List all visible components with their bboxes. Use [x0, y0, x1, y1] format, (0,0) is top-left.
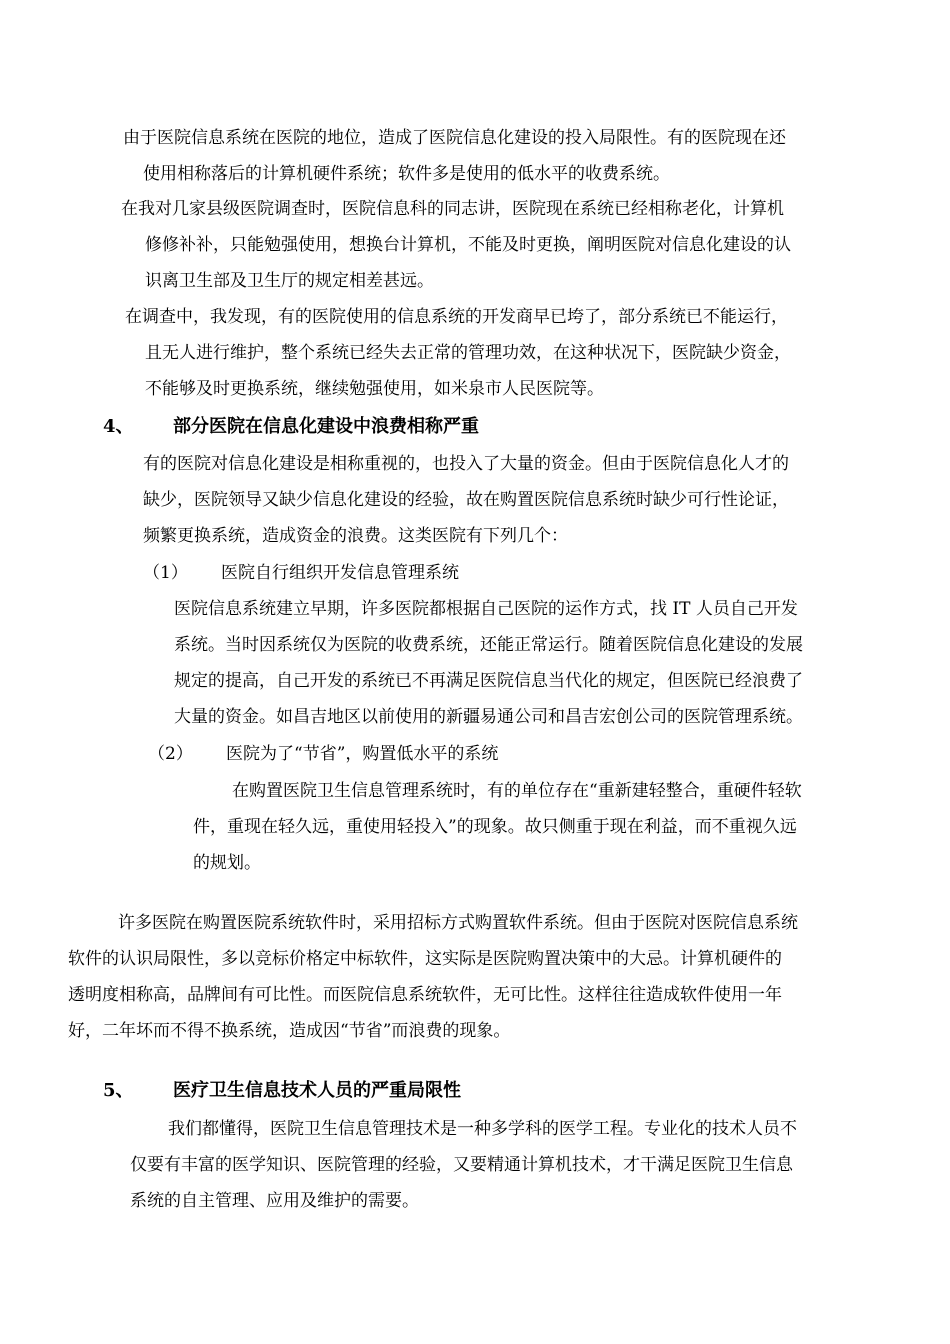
section-5-heading [103, 1073, 461, 1109]
section-number: 4、 [103, 416, 134, 437]
paragraph-line: 许多医院在购置医院系统软件时，采用招标方式购置软件系统。但由于医院对医院信息系统 [118, 913, 798, 933]
item-2-body [0, 773, 802, 881]
paragraph-line: 透明度相称高，品牌间有可比性。而医院信息系统软件，无可比性。这样往往造成软件使用一年 [68, 985, 782, 1005]
section-4-heading [103, 409, 479, 445]
paragraph-line: 不能够及时更换系统，继续勉强使用，如米泉市人民医院等。 [145, 379, 604, 399]
paragraph-line: 且无人进行维护，整个系统已经失去正常的管理功效，在这种状况下，医院缺少资金， [145, 343, 791, 363]
item-1-body [0, 591, 803, 735]
paragraph-vendor-collapse [0, 299, 791, 407]
paragraph-county-hospital-survey [0, 191, 791, 299]
paragraph-line: 医院信息系统建立早期，许多医院都根据自己医院的运作方式，找 IT 人员自己开发 [174, 599, 798, 619]
paragraph-line: 系统。当时因系统仅为医院的收费系统，还能正常运行。随着医院信息化建设的发展 [174, 635, 803, 655]
item-title: 医院自行组织开发信息管理系统 [221, 563, 459, 583]
paragraph-line: 仅要有丰富的医学知识、医院管理的经验，又要精通计算机技术，才干满足医院卫生信息 [130, 1155, 793, 1175]
paragraph-line: 系统的自主管理、应用及维护的需要。 [130, 1191, 419, 1211]
item-title: 医院为了“节省”，购置低水平的系统 [226, 744, 499, 764]
paragraph-line: 在购置医院卫生信息管理系统时，有的单位存在“重新建轻整合，重硬件轻软 [232, 781, 802, 801]
paragraph-line: 修修补补，只能勉强使用，想换台计算机，不能及时更换，阐明医院对信息化建设的认 [145, 235, 791, 255]
item-number: （1） [143, 563, 188, 583]
paragraph-line: 我们都懂得，医院卫生信息管理技术是一种多学科的医学工程。专业化的技术人员不 [168, 1119, 797, 1139]
item-1-heading [143, 557, 459, 589]
paragraph-line: 在调查中，我发现，有的医院使用的信息系统的开发商早已垮了，部分系统已不能运行， [125, 307, 788, 327]
paragraph-line: 的规划。 [193, 853, 261, 873]
paragraph-line: 规定的提高，自己开发的系统已不再满足医院信息当代化的规定，但医院已经浪费了 [174, 671, 803, 691]
section-title: 医疗卫生信息技术人员的严重局限性 [173, 1080, 461, 1101]
section-title: 部分医院在信息化建设中浪费相称严重 [173, 416, 479, 437]
section-number: 5、 [103, 1080, 134, 1101]
paragraph-line: 大量的资金。如昌吉地区以前使用的新疆易通公司和昌吉宏创公司的医院管理系统。 [174, 707, 803, 727]
paragraph-line: 在我对几家县级医院调查时，医院信息科的同志讲，医院现在系统已经相称老化，计算机 [121, 199, 784, 219]
section-4-intro [0, 446, 789, 554]
paragraph-line: 频繁更换系统，造成资金的浪费。这类医院有下列几个： [143, 526, 568, 546]
paragraph-line: 由于医院信息系统在医院的地位，造成了医院信息化建设的投入局限性。有的医院现在还 [123, 128, 786, 148]
section-5-body [0, 1111, 797, 1219]
item-2-heading [148, 738, 498, 770]
item-number: （2） [148, 744, 193, 764]
paragraph-tender-procurement [0, 905, 798, 1049]
paragraph-hospital-investment-limit [0, 120, 786, 192]
paragraph-line: 识离卫生部及卫生厅的规定相差甚远。 [145, 271, 434, 291]
paragraph-line: 好，二年坏而不得不换系统，造成因“节省”而浪费的现象。 [68, 1021, 511, 1041]
paragraph-line: 软件的认识局限性，多以竞标价格定中标软件，这实际是医院购置决策中的大忌。计算机硬件的 [68, 949, 782, 969]
paragraph-line: 缺少，医院领导又缺少信息化建设的经验，故在购置医院信息系统时缺少可行性论证， [143, 490, 789, 510]
paragraph-line: 有的医院对信息化建设是相称重视的，也投入了大量的资金。但由于医院信息化人才的 [143, 454, 789, 474]
paragraph-line: 使用相称落后的计算机硬件系统；软件多是使用的低水平的收费系统。 [143, 164, 670, 184]
paragraph-line: 件，重现在轻久远，重使用轻投入”的现象。故只侧重于现在利益，而不重视久远 [193, 817, 797, 837]
